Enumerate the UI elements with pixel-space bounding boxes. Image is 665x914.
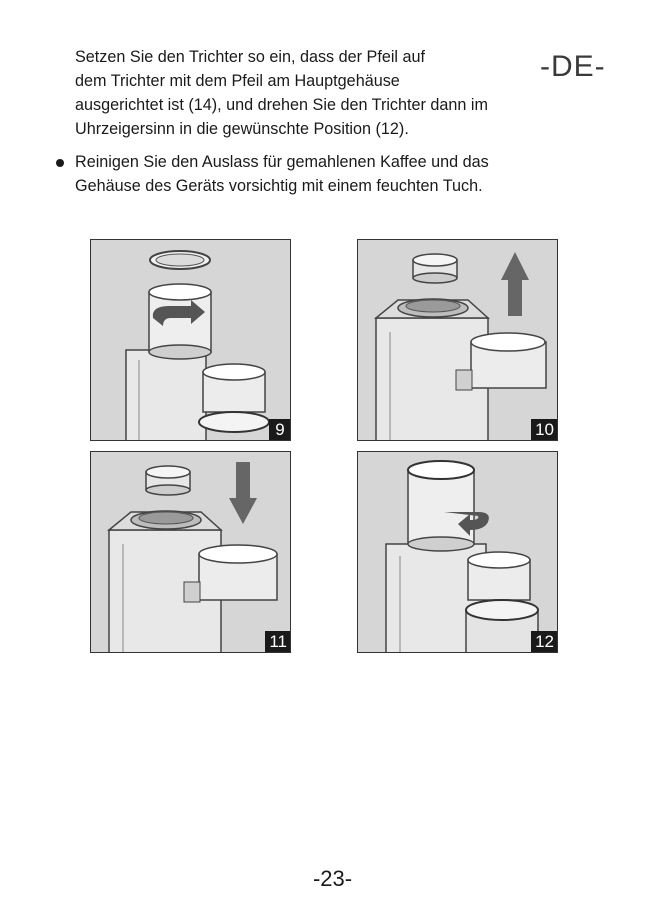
- bullet-line: Reinigen Sie den Auslass für gemahlenen Kaffee und das: [75, 153, 489, 171]
- figure-number: 10: [531, 419, 558, 441]
- bullet-line: Gehäuse des Geräts vorsichtig mit einem feuchten Tuch.: [75, 177, 483, 195]
- grinder-insert-ring-icon: [91, 452, 290, 652]
- grinder-hopper-rotate-icon: [91, 240, 290, 440]
- paragraph-line: dem Trichter mit dem Pfeil am Hauptgehäuse: [75, 72, 400, 90]
- figure-10: [357, 239, 558, 441]
- grinder-hopper-turn-icon: [358, 452, 557, 652]
- paragraph-line: Uhrzeigersinn in die gewünschte Position (12).: [75, 120, 409, 138]
- paragraph-line: ausgerichtet ist (14), und drehen Sie den Trichter dann im: [75, 96, 489, 114]
- page-number: -23-: [312, 866, 353, 891]
- grinder-lift-ring-icon: [358, 240, 557, 440]
- paragraph-line: Setzen Sie den Trichter so ein, dass der Pfeil auf: [75, 48, 426, 66]
- figure-12: [357, 451, 558, 653]
- language-tag: -DE-: [540, 50, 606, 83]
- figure-11: [90, 451, 291, 653]
- instruction-paragraph: [75, 45, 555, 141]
- bullet-dot-icon: [56, 159, 64, 167]
- figure-9: [90, 239, 291, 441]
- figure-number: 11: [265, 631, 291, 653]
- figure-number: 12: [531, 631, 558, 653]
- cleaning-bullet: [56, 150, 566, 198]
- bullet-text: [75, 150, 566, 198]
- figure-number: 9: [269, 419, 291, 441]
